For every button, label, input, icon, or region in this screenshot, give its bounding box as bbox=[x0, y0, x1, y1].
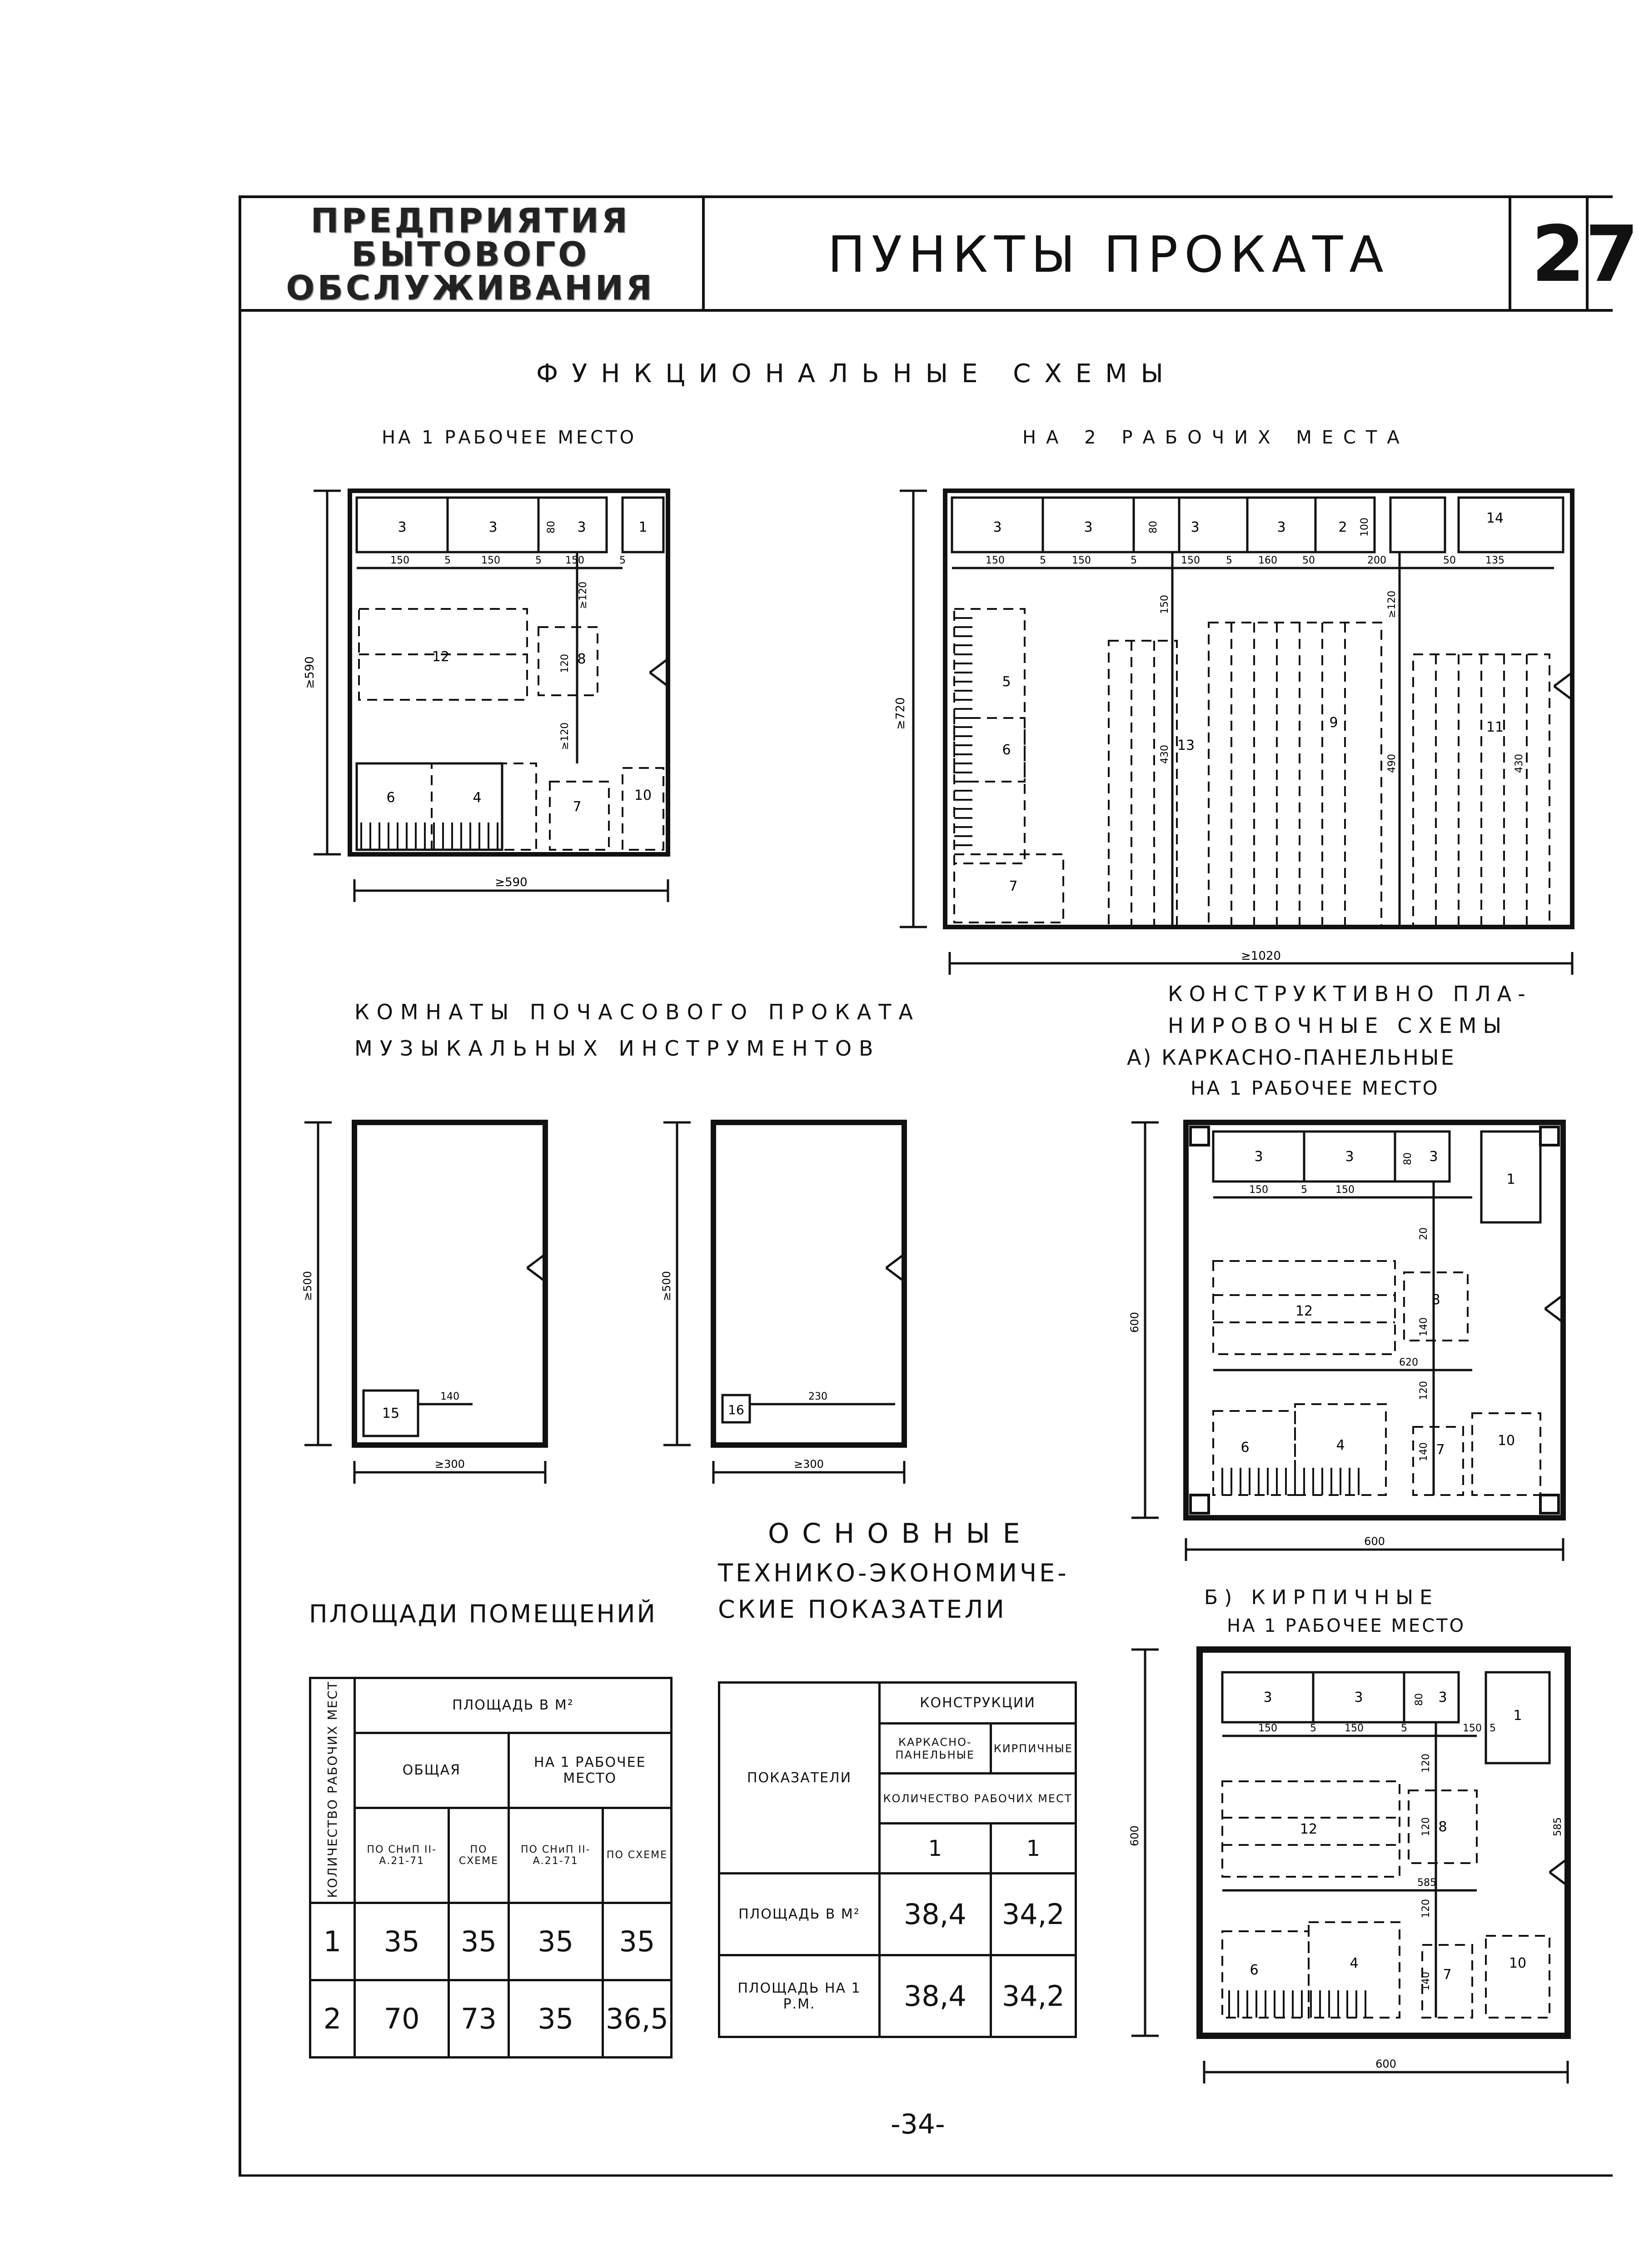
areas-col-total: ОБЩАЯ bbox=[355, 1733, 509, 1808]
constructive-a-room-3a: 3 bbox=[1254, 1149, 1263, 1165]
constructive-b-dim-80: 80 bbox=[1414, 1693, 1425, 1706]
plan1-room-1: 1 bbox=[638, 519, 648, 535]
frame-bottom-rule bbox=[239, 2174, 1613, 2177]
constructive-b-title: Б) КИРПИЧНЫЕ bbox=[1204, 1586, 1439, 1609]
constructive-b-room-7: 7 bbox=[1443, 1967, 1452, 1983]
constructive-b-dim-150b: 150 bbox=[1345, 1723, 1364, 1734]
plan1-dim-150b: 150 bbox=[481, 555, 500, 566]
indicators-count-frame: 1 bbox=[880, 1824, 991, 1874]
constructive-a-dim-150b: 150 bbox=[1335, 1184, 1355, 1196]
plan1-room-4: 4 bbox=[473, 790, 482, 806]
plan2-width: ≥1020 bbox=[1241, 949, 1281, 963]
frame-left-rule bbox=[239, 195, 241, 2177]
indicators-title-line-1: ОСНОВНЫЕ bbox=[768, 1518, 1033, 1550]
indicators-col-count: КОЛИЧЕСТВО РАБОЧИХ МЕСТ bbox=[880, 1774, 1076, 1824]
constructive-b-dim-585-v: 585 bbox=[1552, 1817, 1564, 1836]
plan2-room-5: 5 bbox=[1002, 674, 1011, 690]
plan2-room-3d: 3 bbox=[1277, 519, 1286, 535]
indicators-table bbox=[718, 1681, 1077, 2038]
indicators-r1-brick: 34,2 bbox=[991, 1874, 1076, 1955]
areas-sub-scheme-per: ПО СХЕМЕ bbox=[603, 1808, 671, 1903]
plan2-dim-5a: 5 bbox=[1040, 555, 1046, 566]
plan2-dim-150-v: 150 bbox=[1159, 595, 1171, 614]
plan2-room-3a: 3 bbox=[993, 519, 1002, 535]
plan1-room-10: 10 bbox=[634, 788, 652, 803]
areas-r1-scheme-total: 35 bbox=[449, 1903, 508, 1980]
constructive-b-dim-585-h: 585 bbox=[1417, 1877, 1436, 1889]
indicators-r2-label: ПЛОЩАДЬ НА 1 Р.М. bbox=[719, 1955, 880, 2037]
constructive-a-dim-620: 620 bbox=[1399, 1357, 1418, 1368]
constructive-a-dim-150a: 150 bbox=[1249, 1184, 1268, 1196]
section-line-1: ПРЕДПРИЯТИЯ bbox=[310, 201, 630, 240]
plan2-dim-135: 135 bbox=[1485, 555, 1504, 566]
table-row bbox=[719, 1874, 1076, 1955]
plan-two-workplaces bbox=[891, 473, 1613, 982]
table-row bbox=[719, 1955, 1076, 2037]
plan1-room-3a: 3 bbox=[398, 519, 407, 535]
constructive-a-room-12: 12 bbox=[1295, 1303, 1313, 1319]
constructive-a-dim-120: 120 bbox=[1418, 1381, 1430, 1400]
plan1-height: ≥590 bbox=[303, 656, 317, 689]
header-divider-1 bbox=[702, 195, 705, 312]
plan1-dim-5c: 5 bbox=[619, 555, 626, 566]
constructive-b-dim-120b: 120 bbox=[1420, 1817, 1432, 1836]
constructive-b-room-1: 1 bbox=[1513, 1708, 1522, 1724]
music-room-a-width: ≥300 bbox=[435, 1458, 465, 1470]
constructive-b-dim-150a: 150 bbox=[1258, 1723, 1277, 1734]
frame-header-bottom-rule bbox=[239, 309, 1613, 312]
plan1-dim-150a: 150 bbox=[390, 555, 409, 566]
constructive-a-title: А) КАРКАСНО-ПАНЕЛЬНЫЕ bbox=[1127, 1045, 1456, 1070]
plan2-dim-50a: 50 bbox=[1302, 555, 1315, 566]
constructive-b-room-6: 6 bbox=[1250, 1962, 1259, 1978]
plan1-dim-150c: 150 bbox=[565, 555, 584, 566]
plan2-dim-150c: 150 bbox=[1181, 555, 1200, 566]
music-room-b-item: 16 bbox=[728, 1402, 744, 1417]
areas-sub-snip-total: ПО СНиП II-А.21-71 bbox=[355, 1808, 449, 1903]
music-heading-line-1: КОМНАТЫ ПОЧАСОВОГО ПРОКАТА bbox=[354, 1000, 920, 1024]
section-line-2: БЫТОВОГО bbox=[351, 235, 589, 274]
areas-r1-count: 1 bbox=[310, 1903, 355, 1980]
constructive-a-room-4: 4 bbox=[1336, 1437, 1345, 1453]
areas-r1-scheme-per: 35 bbox=[603, 1903, 671, 1980]
areas-r2-snip-total: 70 bbox=[355, 1980, 449, 2057]
plan2-height: ≥720 bbox=[894, 697, 907, 730]
indicators-col-brick: КИРПИЧНЫЕ bbox=[991, 1724, 1076, 1774]
section-stamp bbox=[241, 200, 700, 309]
indicators-col-ind: ПОКАЗАТЕЛИ bbox=[719, 1683, 880, 1874]
page-badge: 27 bbox=[1531, 209, 1639, 299]
plan2-dim-5c: 5 bbox=[1226, 555, 1232, 566]
constructive-a-dim-140b: 140 bbox=[1418, 1442, 1430, 1461]
constructive-a-room-1: 1 bbox=[1506, 1171, 1515, 1187]
areas-r2-scheme-per: 36,5 bbox=[603, 1980, 671, 2057]
areas-r2-count: 2 bbox=[310, 1980, 355, 2057]
plan2-room-7: 7 bbox=[1009, 878, 1018, 894]
constructive-b-room-4: 4 bbox=[1350, 1955, 1359, 1971]
indicators-r1-label: ПЛОЩАДЬ В М² bbox=[719, 1874, 880, 1955]
areas-r1-snip-total: 35 bbox=[355, 1903, 449, 1980]
plan2-room-14: 14 bbox=[1486, 510, 1504, 526]
constructive-a-sub: НА 1 РАБОЧЕЕ МЕСТО bbox=[1191, 1077, 1440, 1099]
plan1-room-3b: 3 bbox=[488, 519, 498, 535]
constructive-b-dim-140: 140 bbox=[1420, 1972, 1432, 1991]
areas-r2-snip-per: 35 bbox=[508, 1980, 603, 2057]
indicators-title-line-2: ТЕХНИКО-ЭКОНОМИЧЕ- bbox=[718, 1559, 1069, 1587]
music-room-a-item: 15 bbox=[382, 1406, 400, 1421]
constructive-a-dim-20: 20 bbox=[1418, 1227, 1430, 1240]
constructive-a-dim-140a: 140 bbox=[1418, 1317, 1430, 1336]
constructive-b-dim-5a: 5 bbox=[1310, 1723, 1316, 1734]
music-heading-line-2: МУЗЫКАЛЬНЫХ ИНСТРУМЕНТОВ bbox=[354, 1036, 881, 1061]
indicators-col-constr: КОНСТРУКЦИИ bbox=[880, 1683, 1076, 1724]
music-room-b-width: ≥300 bbox=[794, 1458, 824, 1470]
constructive-b-dim-150c: 150 bbox=[1463, 1723, 1482, 1734]
constructive-a-room-7: 7 bbox=[1436, 1442, 1445, 1458]
constructive-plan-a bbox=[1109, 1109, 1609, 1581]
frame-top-rule bbox=[239, 195, 1613, 198]
areas-workplaces-header-cell bbox=[310, 1678, 355, 1903]
plan2-room-2: 2 bbox=[1338, 519, 1347, 535]
plan2-room-13: 13 bbox=[1177, 738, 1195, 753]
indicators-r2-brick: 34,2 bbox=[991, 1955, 1076, 2037]
plan1-room-3c: 3 bbox=[577, 519, 586, 535]
plan2-dim-80: 80 bbox=[1148, 521, 1159, 533]
constructive-b-dim-120a: 120 bbox=[1420, 1754, 1432, 1773]
plan1-dim-120-top: ≥120 bbox=[578, 581, 589, 609]
plan2-room-3b: 3 bbox=[1084, 519, 1093, 535]
plan2-dim-5b: 5 bbox=[1131, 555, 1137, 566]
constructive-b-room-12: 12 bbox=[1300, 1821, 1318, 1837]
constructive-b-dim-5b: 5 bbox=[1401, 1723, 1407, 1734]
music-room-b-dim: 230 bbox=[808, 1391, 827, 1402]
areas-col-area: ПЛОЩАДЬ В М² bbox=[355, 1678, 672, 1733]
constructive-a-width: 600 bbox=[1364, 1535, 1385, 1548]
section-line-3: ОБСЛУЖИВАНИЯ bbox=[286, 269, 655, 308]
plan1-dim-5a: 5 bbox=[444, 555, 451, 566]
constructive-a-room-8: 8 bbox=[1431, 1292, 1440, 1308]
constructive-heading-line-1: КОНСТРУКТИВНО ПЛА- bbox=[1168, 982, 1532, 1006]
indicators-count-brick: 1 bbox=[991, 1824, 1076, 1874]
music-room-a bbox=[300, 1113, 582, 1495]
constructive-b-sub: НА 1 РАБОЧЕЕ МЕСТО bbox=[1227, 1615, 1466, 1636]
table-row bbox=[310, 1903, 672, 1980]
functional-sub-right: НА 2 РАБОЧИХ МЕСТА bbox=[1022, 427, 1410, 448]
plan2-room-6: 6 bbox=[1002, 742, 1011, 758]
page-number: -34- bbox=[891, 2108, 945, 2140]
plan2-room-3c: 3 bbox=[1191, 519, 1200, 535]
areas-r1-snip-per: 35 bbox=[508, 1903, 603, 1980]
plan2-dim-150b: 150 bbox=[1072, 555, 1091, 566]
table-row bbox=[310, 1980, 672, 2057]
plan1-dim-120-low: ≥120 bbox=[559, 722, 571, 750]
indicators-col-frame: КАРКАСНО-ПАНЕЛЬНЫЕ bbox=[880, 1724, 991, 1774]
plan2-dim-100: 100 bbox=[1359, 518, 1370, 537]
constructive-a-dim-80: 80 bbox=[1402, 1152, 1414, 1165]
areas-table bbox=[309, 1677, 673, 2059]
areas-col-per: НА 1 РАБОЧЕЕ МЕСТО bbox=[508, 1733, 671, 1808]
areas-sub-snip-per: ПО СНиП II-А.21-71 bbox=[508, 1808, 603, 1903]
plan2-dim-120-v: ≥120 bbox=[1386, 590, 1398, 618]
indicators-r1-frame: 38,4 bbox=[880, 1874, 991, 1955]
plan1-room-7: 7 bbox=[573, 799, 582, 815]
constructive-b-room-10: 10 bbox=[1509, 1955, 1527, 1971]
functional-heading: ФУНКЦИОНАЛЬНЫЕ СХЕМЫ bbox=[536, 359, 1177, 389]
music-room-a-dim: 140 bbox=[440, 1391, 459, 1402]
plan2-dim-430a: 430 bbox=[1159, 745, 1171, 764]
plan1-room-12: 12 bbox=[432, 649, 450, 665]
plan1-dim-120-mid: 120 bbox=[559, 654, 571, 673]
constructive-b-dim-5c: 5 bbox=[1490, 1723, 1496, 1734]
constructive-a-height: 600 bbox=[1128, 1312, 1141, 1333]
areas-sub-scheme-total: ПО СХЕМЕ bbox=[449, 1808, 508, 1903]
plan2-dim-160: 160 bbox=[1258, 555, 1277, 566]
plan-one-workplace bbox=[295, 473, 727, 909]
indicators-r2-frame: 38,4 bbox=[880, 1955, 991, 2037]
plan2-room-9: 9 bbox=[1329, 715, 1338, 731]
plan1-room-8: 8 bbox=[577, 651, 586, 667]
areas-title: ПЛОЩАДИ ПОМЕЩЕНИЙ bbox=[309, 1600, 657, 1628]
functional-sub-left: НА 1 РАБОЧЕЕ МЕСТО bbox=[382, 427, 637, 448]
constructive-a-room-3b: 3 bbox=[1345, 1149, 1354, 1165]
constructive-a-dim-5: 5 bbox=[1301, 1184, 1307, 1196]
constructive-b-room-8: 8 bbox=[1438, 1819, 1447, 1835]
plan1-room-6: 6 bbox=[386, 790, 395, 806]
header-divider-2 bbox=[1509, 195, 1511, 312]
constructive-b-width: 600 bbox=[1375, 2058, 1396, 2070]
constructive-b-dim-120c: 120 bbox=[1420, 1899, 1432, 1918]
page-title: ПУНКТЫ ПРОКАТА bbox=[827, 225, 1390, 284]
areas-r2-scheme-total: 73 bbox=[449, 1980, 508, 2057]
constructive-a-room-10: 10 bbox=[1497, 1433, 1515, 1449]
plan1-dim-80: 80 bbox=[546, 521, 557, 533]
indicators-title-line-3: СКИЕ ПОКАЗАТЕЛИ bbox=[718, 1595, 1007, 1624]
plan2-dim-490: 490 bbox=[1386, 754, 1398, 773]
constructive-b-room-3c: 3 bbox=[1438, 1690, 1447, 1705]
constructive-b-room-3a: 3 bbox=[1263, 1690, 1272, 1705]
plan2-dim-430b: 430 bbox=[1514, 754, 1525, 773]
music-room-a-height: ≥500 bbox=[301, 1271, 314, 1301]
constructive-a-room-6: 6 bbox=[1240, 1440, 1250, 1456]
constructive-b-height: 600 bbox=[1128, 1825, 1141, 1846]
constructive-b-room-3b: 3 bbox=[1354, 1690, 1363, 1705]
constructive-a-room-3c: 3 bbox=[1429, 1149, 1438, 1165]
plan1-dim-5b: 5 bbox=[535, 555, 542, 566]
plan2-dim-150a: 150 bbox=[986, 555, 1005, 566]
areas-col-workplaces: КОЛИЧЕСТВО РАБОЧИХ МЕСТ bbox=[325, 1681, 340, 1898]
music-room-b bbox=[659, 1113, 941, 1495]
plan1-width: ≥590 bbox=[495, 876, 528, 889]
plan2-dim-200: 200 bbox=[1367, 555, 1386, 566]
constructive-heading-line-2: НИРОВОЧНЫЕ СХЕМЫ bbox=[1168, 1013, 1508, 1038]
plan2-room-11: 11 bbox=[1486, 719, 1504, 735]
music-room-b-height: ≥500 bbox=[660, 1271, 673, 1301]
plan2-dim-50b: 50 bbox=[1443, 555, 1456, 566]
constructive-plan-b bbox=[1109, 1636, 1609, 2099]
